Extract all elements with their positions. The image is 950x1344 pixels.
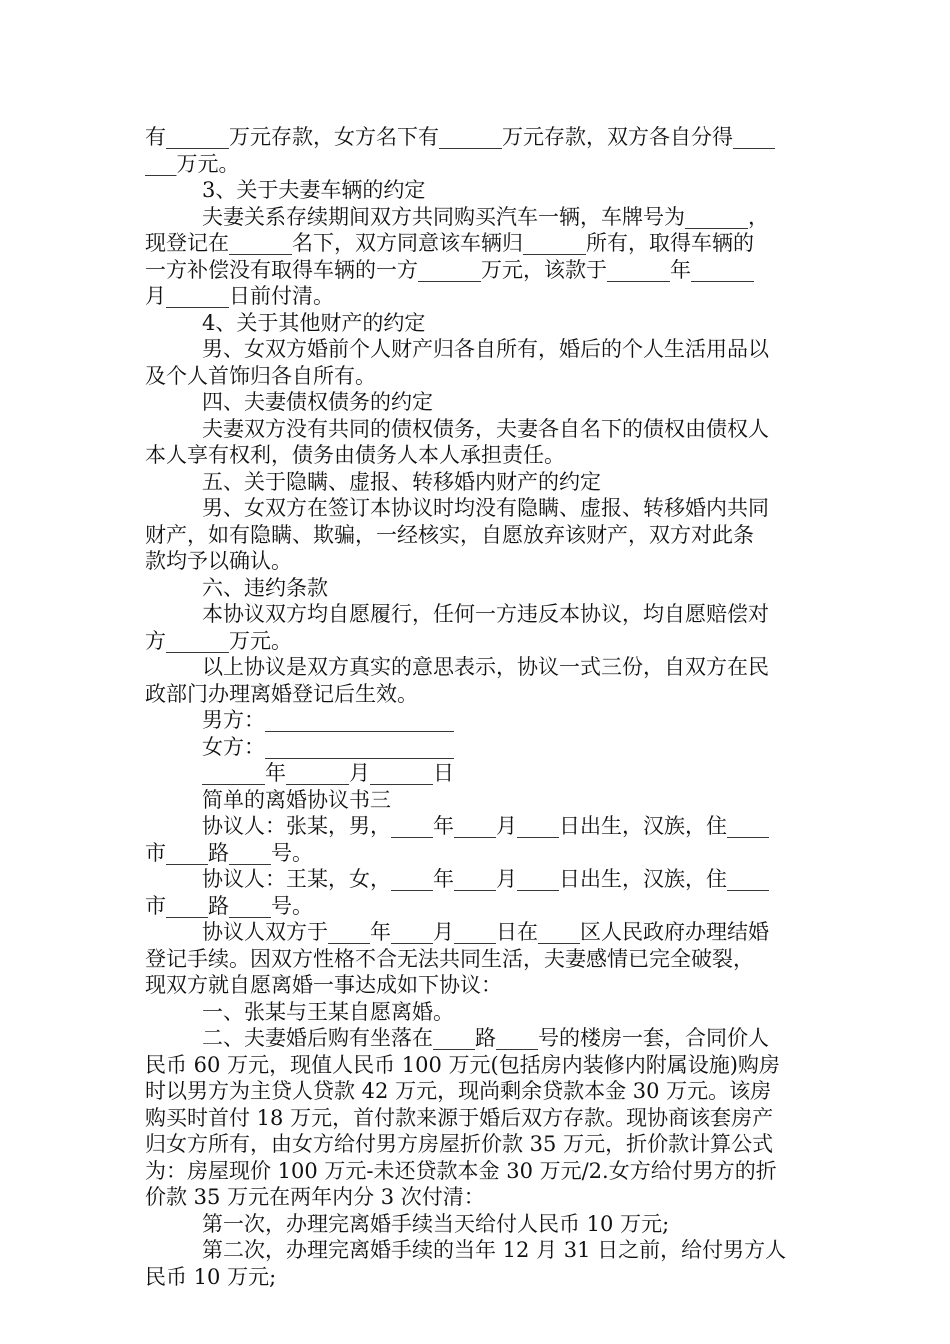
text-line: 夫妻关系存续期间双方共同购买汽车一辆，车牌号为______， (202, 204, 769, 229)
text-line: 政部门办理离婚登记后生效。 (145, 681, 418, 706)
text-line: 以上协议是双方真实的意思表示，协议一式三份，自双方在民 (202, 655, 769, 679)
text-line: 本协议双方均自愿履行，任何一方违反本协议，均自愿赔偿对 (202, 602, 769, 626)
text-line: 及个人首饰归各自所有。 (145, 363, 376, 388)
text-line: 四、夫妻债权债务的约定 (202, 390, 433, 414)
text-line: 市____路____号。 (145, 893, 313, 918)
text-line: 夫妻双方没有共同的债权债务，夫妻各自名下的债权由债权人 (202, 416, 769, 441)
text-line: 一、张某与王某自愿离婚。 (202, 999, 454, 1024)
text-line: 协议人双方于____年____月____日在____区人民政府办理结婚 (202, 920, 769, 944)
text-line: 财产，如有隐瞒、欺骗，一经核实，自愿放弃该财产，双方对此条 (145, 522, 754, 547)
text-line: 方______万元。 (145, 628, 292, 653)
text-line: 款均予以确认。 (145, 549, 292, 573)
document-body (145, 124, 805, 1290)
text-line: 简单的离婚协议书三 (202, 787, 391, 812)
text-line: ______年______月______日 (202, 761, 454, 785)
text-line: 第二次，办理完离婚手续的当年 12 月 31 日之前，给付男方人 (202, 1238, 787, 1262)
text-line: 二、夫妻婚后购有坐落在____路____号的楼房一套，合同价人 (202, 1026, 769, 1050)
text-line: 男方：__________________ (202, 708, 454, 732)
text-line: 市____路____号。 (145, 840, 313, 865)
text-line: 一方补偿没有取得车辆的一方______万元，该款于______年______ (145, 257, 754, 282)
text-line: 登记手续。因双方性格不合无法共同生活，夫妻感情已完全破裂， (145, 946, 754, 971)
text-line: 4、关于其他财产的约定 (202, 310, 426, 335)
text-line: 六、违约条款 (202, 575, 328, 600)
text-line: 第一次，办理完离婚手续当天给付人民币 10 万元; (202, 1211, 670, 1236)
text-line: 男、女双方婚前个人财产归各自所有，婚后的个人生活用品以 (202, 337, 769, 361)
text-line: 有______万元存款，女方名下有______万元存款，双方各自分得____ (145, 125, 775, 149)
text-line: 价款 35 万元在两年内分 3 次付清： (145, 1185, 485, 1209)
text-line: 月______日前付清。 (145, 284, 334, 308)
text-line: 女方：__________________ (202, 734, 454, 759)
text-line: 五、关于隐瞒、虚报、转移婚内财产的约定 (202, 469, 601, 494)
text-line: 现双方就自愿离婚一事达成如下协议： (145, 973, 502, 997)
text-line: 协议人：张某，男，____年____月____日出生，汉族，住____ (202, 814, 769, 838)
text-line: 归女方所有，由女方给付男方房屋折价款 35 万元，折价款计算公式 (145, 1132, 774, 1156)
text-line: 民币 60 万元，现值人民币 100 万元(包括房内装修内附属设施)购房 (145, 1052, 780, 1077)
text-line: 本人享有权利，债务由债务人本人承担责任。 (145, 443, 565, 467)
text-line: 购买时首付 18 万元，首付款来源于婚后双方存款。现协商该套房产 (145, 1105, 774, 1130)
text-line: ___万元。 (145, 151, 240, 176)
text-line: 民币 10 万元; (145, 1264, 277, 1289)
text-line: 为：房屋现价 100 万元-未还贷款本金 30 万元/2.女方给付男方的折 (145, 1158, 777, 1183)
text-line: 3、关于夫妻车辆的约定 (202, 178, 426, 202)
text-line: 时以男方为主贷人贷款 42 万元，现尚剩余贷款本金 30 万元。该房 (145, 1079, 772, 1103)
text-line: 协议人：王某，女，____年____月____日出生，汉族，住____ (202, 867, 769, 891)
text-line: 现登记在______名下，双方同意该车辆归______所有，取得车辆的 (145, 231, 754, 255)
text-line: 男、女双方在签订本协议时均没有隐瞒、虚报、转移婚内共同 (202, 496, 769, 520)
